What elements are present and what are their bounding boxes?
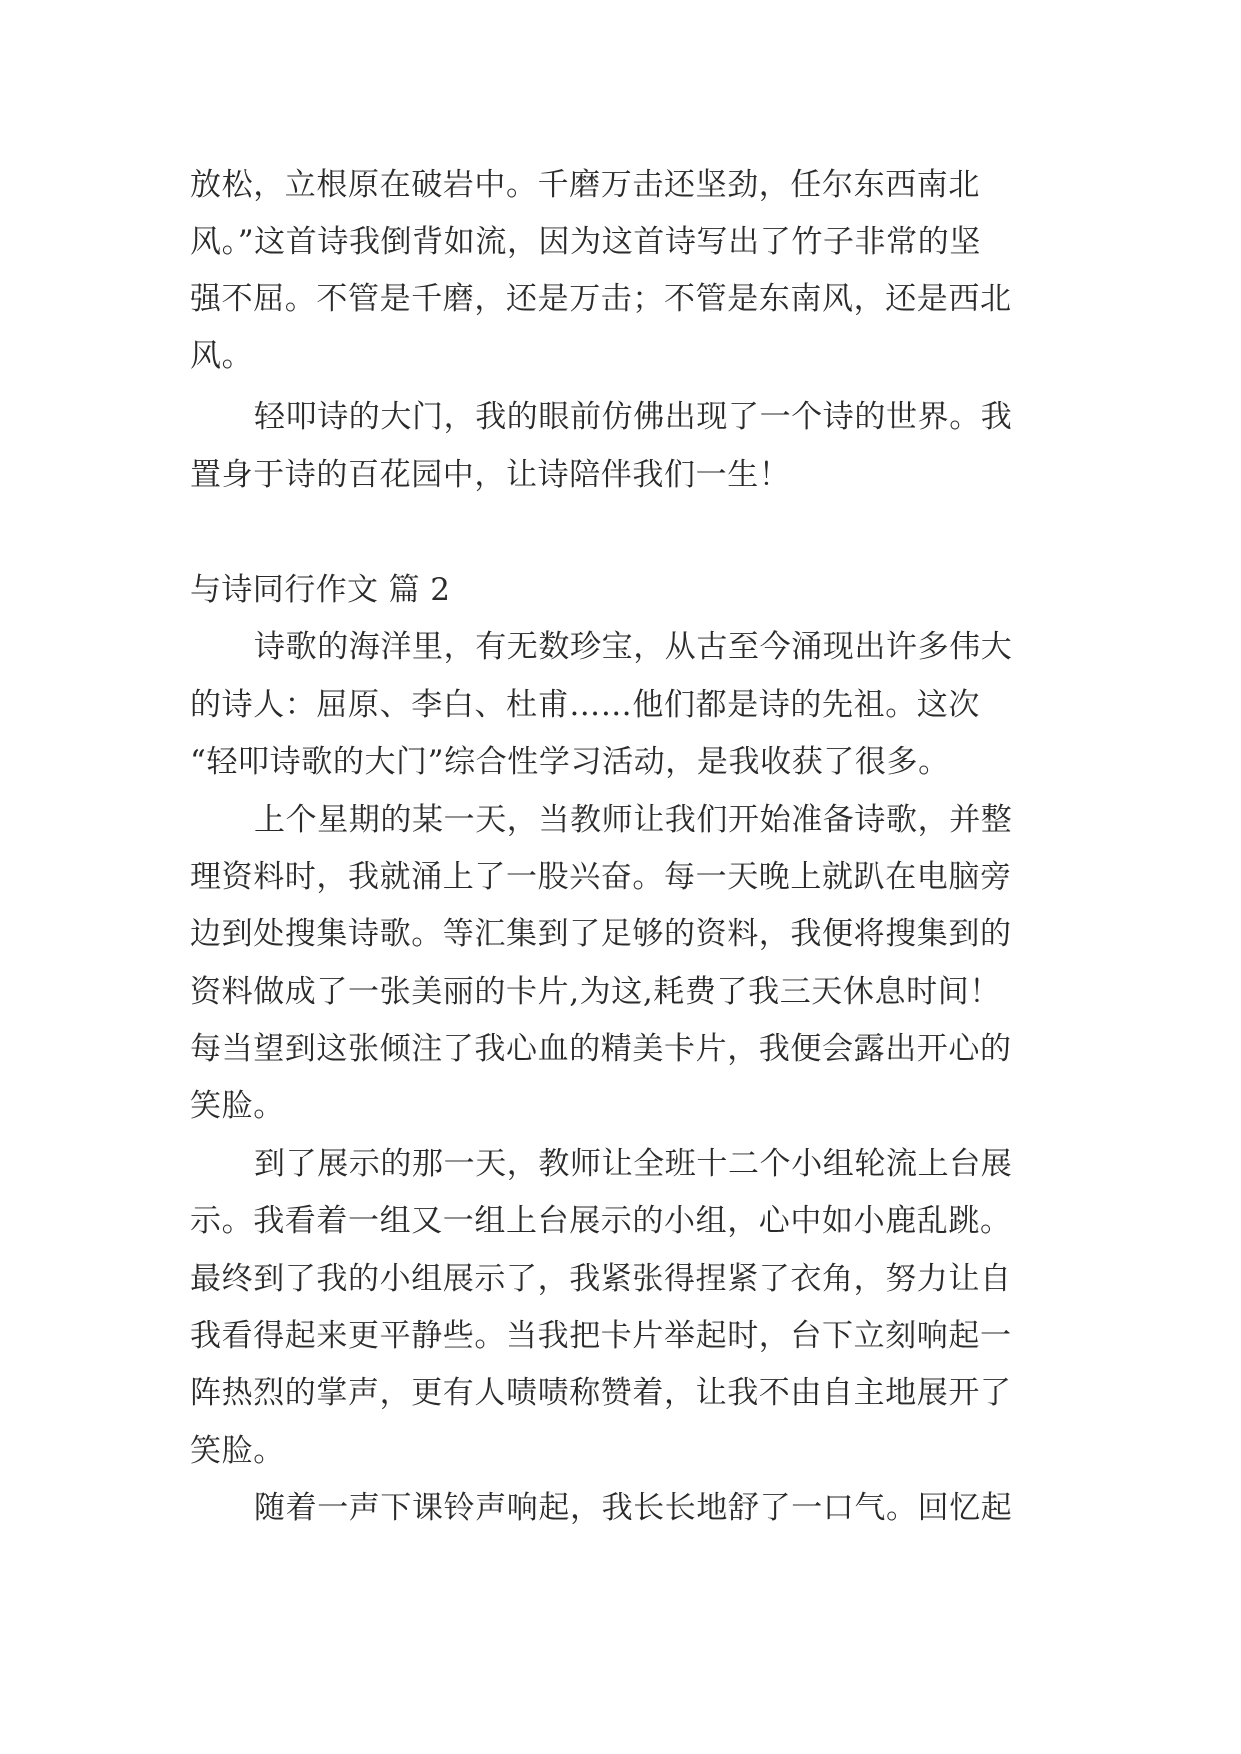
text-line: 放松，立根原在破岩中。千磨万击还坚劲，任尔东西南北 xyxy=(190,167,980,203)
text-line: 笑脸。 xyxy=(190,1088,285,1124)
text-line: 边到处搜集诗歌。等汇集到了足够的资料，我便将搜集到的 xyxy=(190,916,1012,952)
text-line: 风。”这首诗我倒背如流，因为这首诗写出了竹子非常的坚 xyxy=(190,224,981,260)
text-line: 笑脸。 xyxy=(190,1433,285,1469)
text-line: 的诗人：屈原、李白、杜甫……他们都是诗的先祖。这次 xyxy=(190,687,980,723)
text-line: “轻叩诗歌的大门”综合性学习活动，是我收获了很多。 xyxy=(190,744,950,780)
text-line: 资料做成了一张美丽的卡片,为这,耗费了我三天休息时间！ xyxy=(190,974,1001,1010)
text-line: 示。我看着一组又一组上台展示的小组，心中如小鹿乱跳。 xyxy=(190,1203,1012,1239)
text-line: 上个星期的某一天，当教师让我们开始准备诗歌，并整 xyxy=(254,802,1013,838)
text-line: 诗歌的海洋里，有无数珍宝，从古至今涌现出许多伟大 xyxy=(254,629,1013,665)
text-line: 随着一声下课铃声响起，我长长地舒了一口气。回忆起 xyxy=(254,1490,1013,1526)
text-line: 置身于诗的百花园中，让诗陪伴我们一生！ xyxy=(190,457,791,493)
text-line: 风。 xyxy=(190,338,254,374)
section-heading: 与诗同行作文 篇 2 xyxy=(190,572,451,608)
text-line: 强不屈。不管是千磨，还是万击；不管是东南风，还是西北 xyxy=(190,281,1012,317)
text-line: 我看得起来更平静些。当我把卡片举起时，台下立刻响起一 xyxy=(190,1318,1012,1354)
text-line: 每当望到这张倾注了我心血的精美卡片，我便会露出开心的 xyxy=(190,1031,1012,1067)
text-line: 最终到了我的小组展示了，我紧张得捏紧了衣角，努力让自 xyxy=(190,1261,1012,1297)
text-line: 轻叩诗的大门，我的眼前仿佛出现了一个诗的世界。我 xyxy=(254,399,1013,435)
text-line: 到了展示的那一天，教师让全班十二个小组轮流上台展 xyxy=(254,1146,1013,1182)
text-line: 阵热烈的掌声，更有人啧啧称赞着，让我不由自主地展开了 xyxy=(190,1375,1012,1411)
text-line: 理资料时，我就涌上了一股兴奋。每一天晚上就趴在电脑旁 xyxy=(190,859,1012,895)
